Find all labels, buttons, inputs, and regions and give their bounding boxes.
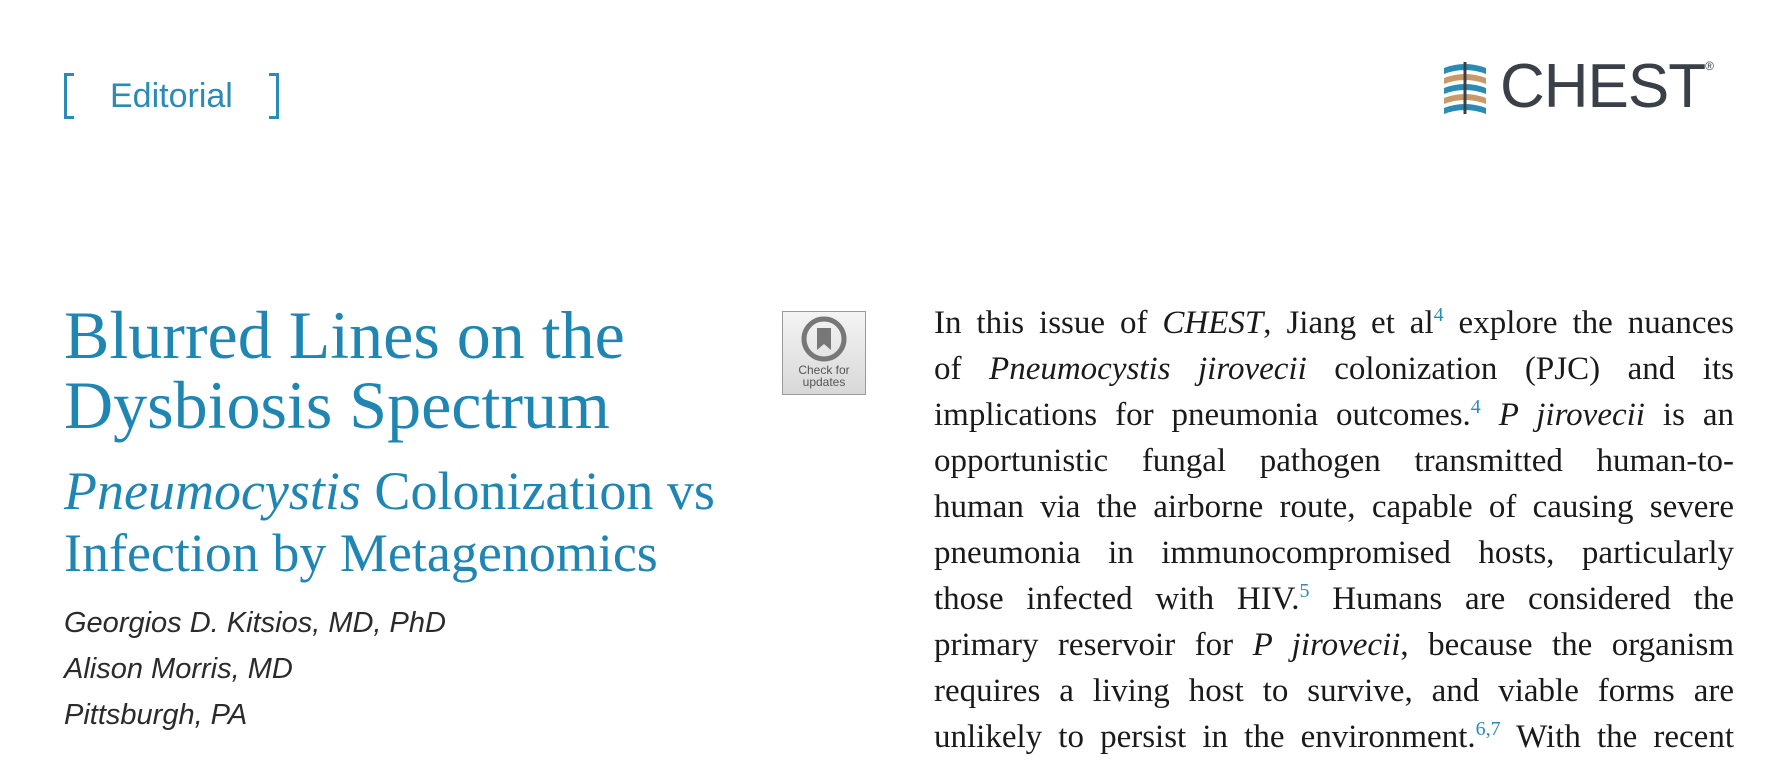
body-line [934, 622, 1734, 668]
body-text-segment: pneumonia in immunocompromised hosts, particularly [934, 535, 1734, 571]
body-line [934, 530, 1734, 576]
body-text-segment: of [934, 351, 990, 387]
italic-text: CHEST [1162, 305, 1264, 341]
italic-text: P jirovecii [1498, 397, 1645, 433]
body-line [934, 300, 1734, 346]
author-name: Alison Morris, MD [64, 653, 293, 685]
logo-wordmark: CHEST® [1500, 52, 1713, 121]
italic-text: P jirovecii [1252, 627, 1401, 663]
body-line [934, 484, 1734, 530]
citation-link[interactable]: 4 [1470, 396, 1481, 418]
body-text-segment: requires a living host to survive, and viable forms are [934, 673, 1734, 709]
citation-link[interactable]: 6,7 [1475, 718, 1501, 740]
body-text-segment: , because the organism [1400, 627, 1735, 663]
body-text-segment: human via the airborne route, capable of causing severe [934, 489, 1734, 525]
body-text-segment: , Jiang et al [1263, 305, 1434, 341]
check-for-updates-button[interactable] [782, 311, 866, 395]
body-text-segment: colonization (PJC) and its [1306, 351, 1734, 387]
body-line [934, 576, 1734, 622]
body-line [934, 392, 1734, 438]
body-line [934, 438, 1734, 484]
left-bracket [64, 73, 74, 119]
badge-text: Check for updates [798, 363, 850, 389]
body-text-segment: those infected with HIV. [934, 581, 1300, 617]
author-list [64, 600, 446, 738]
body-line [934, 668, 1734, 714]
body-text-segment: primary reservoir for [934, 627, 1253, 663]
subtitle-italic: Pneumocystis [64, 461, 361, 521]
body-text-segment [1481, 397, 1499, 433]
author-name: Georgios D. Kitsios, MD, PhD [64, 607, 446, 639]
article-body [934, 300, 1734, 760]
body-line [934, 714, 1734, 760]
body-text-segment: With the recent [1500, 719, 1734, 755]
bookmark-icon [801, 316, 847, 362]
journal-logo [1440, 52, 1713, 121]
citation-link[interactable]: 4 [1433, 304, 1444, 326]
body-text-segment: explore the nuances [1443, 305, 1734, 341]
italic-text: Pneumocystis jirovecii [989, 351, 1307, 387]
author-location: Pittsburgh, PA [64, 699, 248, 731]
body-text-segment: is an [1644, 397, 1734, 433]
citation-link[interactable]: 5 [1299, 580, 1310, 602]
subtitle-rest: Colonization vs Infection by Metagenomics [64, 461, 715, 583]
body-line [934, 346, 1734, 392]
section-label-text: Editorial [110, 76, 233, 115]
body-text-segment: Humans are considered the [1309, 581, 1734, 617]
chest-logo-icon [1440, 60, 1490, 114]
body-text-segment: unlikely to persist in the environment. [934, 719, 1476, 755]
right-bracket [269, 73, 279, 119]
body-text-segment: In this issue of [934, 305, 1163, 341]
article-title: Blurred Lines on the Dysbiosis Spectrum [64, 297, 625, 443]
section-label [64, 70, 279, 122]
body-text-segment: opportunistic fungal pathogen transmitted human-to- [934, 443, 1734, 479]
article-subtitle [64, 460, 784, 584]
body-text-segment: implications for pneumonia outcomes. [934, 397, 1471, 433]
